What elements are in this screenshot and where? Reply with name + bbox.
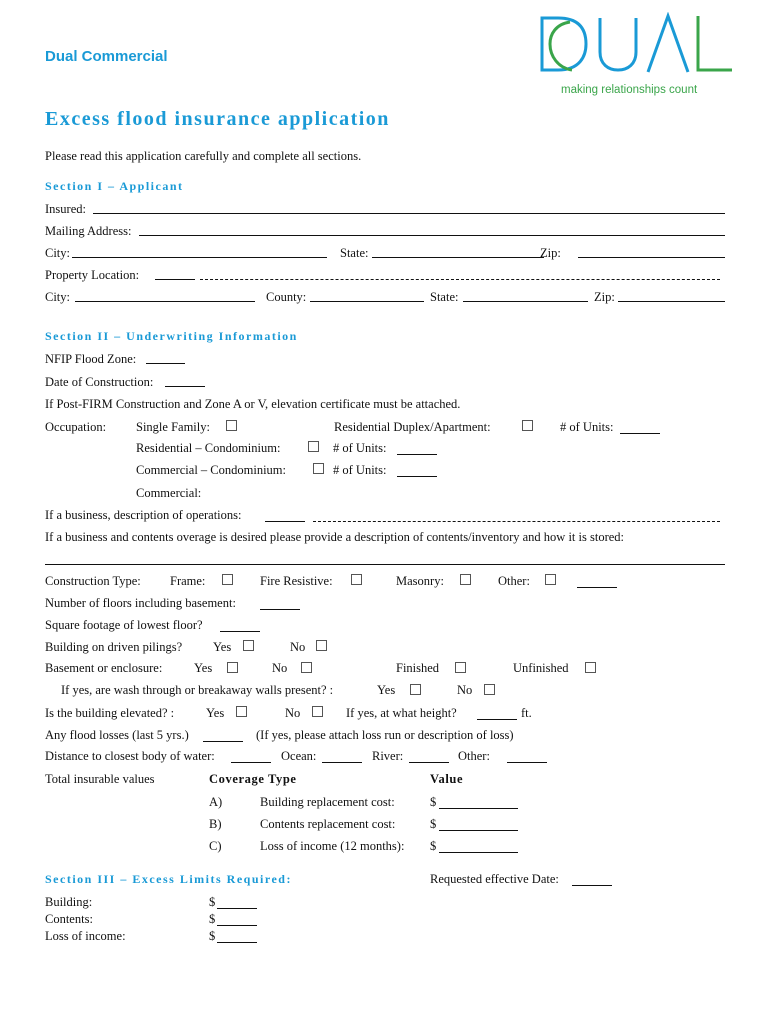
ft-label: ft. [521,706,532,720]
county-line [310,301,424,302]
limit-line[interactable] [217,942,257,943]
section1-heading: Section I – Applicant [45,179,184,193]
date-construction-label: Date of Construction: [45,375,154,389]
coverage-currency: $ [430,795,437,809]
res-condo-units-line[interactable] [397,454,437,455]
other-label: Other: [498,574,530,588]
nfip-label: NFIP Flood Zone: [45,352,137,366]
basement-yes-label: Yes [194,661,213,675]
floors-line[interactable] [260,609,300,610]
com-condo-checkbox[interactable] [313,463,324,474]
pilings-no-label: No [290,640,306,654]
duplex-units-label: # of Units: [560,420,614,434]
fire-resistive-checkbox[interactable] [351,574,362,585]
ocean-line[interactable] [322,762,362,763]
city2-line [75,301,255,302]
pilings-yes-label: Yes [213,640,232,654]
coverage-value-line[interactable] [439,830,518,831]
losses-note: (If yes, please attach loss run or description of loss) [256,728,514,742]
elevated-yes-checkbox[interactable] [236,706,247,717]
finished-label: Finished [396,661,440,675]
state-label: State: [340,246,369,260]
contents-desc-line [45,564,725,565]
river-line[interactable] [409,762,449,763]
zip-label: Zip: [540,246,561,260]
zip2-field[interactable] [618,288,725,302]
duplex-units-line[interactable] [620,433,660,434]
other2-label: Other: [458,749,490,763]
pilings-label: Building on driven pilings? [45,640,183,654]
height-line[interactable] [477,719,517,720]
limit-currency: $ [209,929,216,943]
river-label: River: [372,749,404,763]
limit-currency: $ [209,912,216,926]
dual-logo [536,12,736,82]
limit-currency: $ [209,895,216,909]
city2-label: City: [45,290,71,304]
zip-line [578,257,725,258]
insured-line [93,213,725,214]
zip-field[interactable] [578,244,725,258]
post-firm-note: If Post-FIRM Construction and Zone A or V, elevation certificate must be attached. [45,397,461,411]
limit-label: Contents: [45,912,93,926]
intro-text: Please read this application carefully and complete all sections. [45,149,362,163]
basement-label: Basement or enclosure: [45,661,163,675]
coverage-value-line[interactable] [439,852,518,853]
nfip-line [146,363,185,364]
washthrough-yes-label: Yes [377,683,396,697]
city-line [72,257,327,258]
coverage-letter: A) [209,795,223,809]
tagline: making relationships count [561,84,698,96]
res-condo-units-label: # of Units: [333,441,387,455]
coverage-label: Building replacement cost: [260,795,395,809]
single-family-checkbox[interactable] [226,420,237,431]
property-location-field[interactable] [155,266,720,280]
limit-line[interactable] [217,925,257,926]
construction-type-label: Construction Type: [45,574,141,588]
nfip-field[interactable] [146,350,185,364]
date-construction-field[interactable] [165,373,205,387]
date-construction-line [165,386,205,387]
contents-desc-field[interactable] [45,549,725,563]
coverage-label: Contents replacement cost: [260,817,396,831]
value-header: Value [430,772,464,786]
limit-label: Building: [45,895,93,909]
coverage-type-header: Coverage Type [209,772,297,786]
finished-checkbox[interactable] [455,662,466,673]
com-condo-units-label: # of Units: [333,463,387,477]
page-title: Excess flood insurance application [45,108,390,130]
washthrough-label: If yes, are wash through or breakaway walls present? : [61,683,334,697]
other-checkbox[interactable] [545,574,556,585]
state2-field[interactable] [463,288,588,302]
washthrough-yes-checkbox[interactable] [410,684,421,695]
mailing-line [139,235,725,236]
state2-label: State: [430,290,459,304]
washthrough-no-checkbox[interactable] [484,684,495,695]
other-line[interactable] [577,587,617,588]
sqft-line[interactable] [220,631,260,632]
distance-label: Distance to closest body of water: [45,749,215,763]
basement-no-checkbox[interactable] [301,662,312,673]
state2-line [463,301,588,302]
zip2-label: Zip: [594,290,615,304]
occupation-label: Occupation: [45,420,107,434]
city2-field[interactable] [75,288,255,302]
fire-resistive-label: Fire Resistive: [260,574,333,588]
frame-checkbox[interactable] [222,574,233,585]
limit-line[interactable] [217,908,257,909]
losses-line[interactable] [203,741,243,742]
property-location-label: Property Location: [45,268,140,282]
pilings-yes-checkbox[interactable] [243,640,254,651]
limit-label: Loss of income: [45,929,126,943]
county-label: County: [266,290,307,304]
elevated-no-checkbox[interactable] [312,706,323,717]
basement-no-label: No [272,661,288,675]
elevated-yes-label: Yes [206,706,225,720]
brand-name: Dual Commercial [45,48,168,65]
insured-label: Insured: [45,202,86,216]
height-label: If yes, at what height? [346,706,457,720]
other2-line[interactable] [507,762,547,763]
basement-yes-checkbox[interactable] [227,662,238,673]
res-duplex-checkbox[interactable] [522,420,533,431]
elevated-no-label: No [285,706,301,720]
business-desc-field[interactable] [265,506,720,520]
business-desc-label: If a business, description of operations: [45,508,242,522]
res-duplex-label: Residential Duplex/Apartment: [334,420,491,434]
single-family-label: Single Family: [136,420,210,434]
coverage-letter: B) [209,817,222,831]
coverage-value-line[interactable] [439,808,518,809]
tiv-label: Total insurable values [45,772,155,786]
com-condo-units-line[interactable] [397,476,437,477]
sqft-label: Square footage of lowest floor? [45,618,203,632]
masonry-label: Masonry: [396,574,444,588]
res-condo-checkbox[interactable] [308,441,319,452]
coverage-currency: $ [430,839,437,853]
business-line-b [313,521,720,522]
masonry-checkbox[interactable] [460,574,471,585]
losses-label: Any flood losses (last 5 yrs.) [45,728,189,742]
washthrough-no-label: No [457,683,473,697]
section3-heading: Section III – Excess Limits Required: [45,872,292,886]
elevated-label: Is the building elevated? : [45,706,175,720]
coverage-letter: C) [209,839,222,853]
county-field[interactable] [310,288,424,302]
state-field[interactable] [372,244,544,258]
com-condo-label: Commercial – Condominium: [136,463,286,477]
insured-field[interactable] [93,200,725,214]
floors-label: Number of floors including basement: [45,596,236,610]
section2-heading: Section II – Underwriting Information [45,329,298,343]
property-line-b [200,279,720,280]
effective-date-line[interactable] [572,885,612,886]
unfinished-label: Unfinished [513,661,569,675]
zip2-line [618,301,725,302]
state-line [372,257,544,258]
pilings-no-checkbox[interactable] [316,640,327,651]
res-condo-label: Residential – Condominium: [136,441,281,455]
mailing-address-field[interactable] [139,222,725,236]
unfinished-checkbox[interactable] [585,662,596,673]
coverage-label: Loss of income (12 months): [260,839,405,853]
frame-label: Frame: [170,574,206,588]
effective-date-label: Requested effective Date: [430,872,559,886]
contents-desc-label: If a business and contents overage is desired please provide a description of contents/inventory and how it is stored: [45,530,625,544]
city-label: City: [45,246,71,260]
ocean-label: Ocean: [281,749,317,763]
property-line-a [155,279,195,280]
distance-line[interactable] [231,762,271,763]
mailing-label: Mailing Address: [45,224,132,238]
commercial-label: Commercial: [136,486,202,500]
business-line-a [265,521,305,522]
coverage-currency: $ [430,817,437,831]
city-field[interactable] [72,244,327,258]
